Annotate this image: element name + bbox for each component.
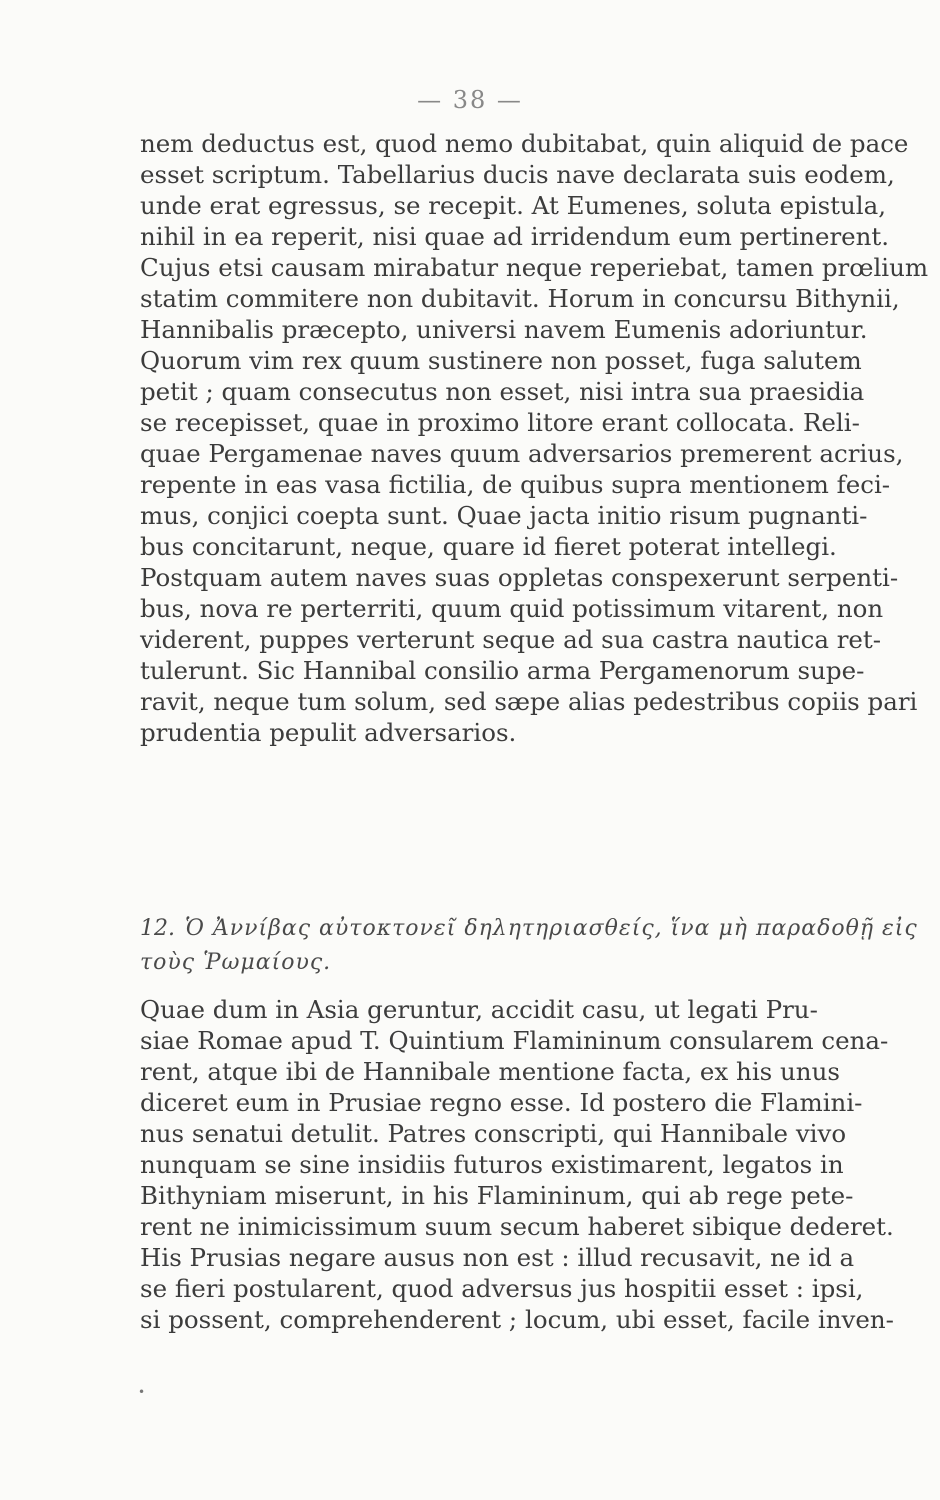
text-line: nem deductus est, quod nemo dubitabat, quin aliquid de pace [140, 129, 909, 158]
text-line: bus concitarunt, neque, quare id fieret poterat intellegi. [140, 532, 837, 561]
text-line: Cujus etsi causam mirabatur neque reperiebat, tamen prœlium [140, 253, 929, 282]
text-line: repente in eas vasa fictilia, de quibus supra mentionem feci- [140, 470, 891, 499]
text-line: Hannibalis præcepto, universi navem Eumenis adoriuntur. [140, 315, 868, 344]
text-line: se fieri postularent, quod adversus jus hospitii esset : ipsi, [140, 1274, 864, 1303]
text-line: rent ne inimicissimum suum secum haberet sibique dederet. [140, 1212, 894, 1241]
text-line: tulerunt. Sic Hannibal consilio arma Pergamenorum supe- [140, 656, 865, 685]
text-line: bus, nova re perterriti, quum quid potissimum vitarent, non [140, 594, 884, 623]
text-line: diceret eum in Prusiae regno esse. Id postero die Flamini- [140, 1088, 863, 1117]
text-line: ravit, neque tum solum, sed sæpe alias pedestribus copiis pari [140, 687, 918, 716]
text-line: se recepisset, quae in proximo litore erant collocata. Reli- [140, 408, 860, 437]
paragraph-1 [140, 128, 930, 748]
text-line: petit ; quam consecutus non esset, nisi intra sua praesidia [140, 377, 865, 406]
page-number: — 38 — [417, 86, 523, 114]
text-line: prudentia pepulit adversarios. [140, 718, 517, 747]
text-line: siae Romae apud T. Quintium Flamininum consularem cena- [140, 1026, 889, 1055]
text-line: nus senatui detulit. Patres conscripti, qui Hannibale vivo [140, 1119, 847, 1148]
text-line: esset scriptum. Tabellarius ducis nave declarata suis eodem, [140, 160, 895, 189]
text-line: Bithyniam miserunt, in his Flamininum, qui ab rege pete- [140, 1181, 854, 1210]
text-line: Quae dum in Asia geruntur, accidit casu, ut legati Pru- [140, 995, 818, 1024]
text-line: si possent, comprehenderent ; locum, ubi esset, facile inven- [140, 1305, 894, 1334]
text-line: viderent, puppes verterunt seque ad sua castra nautica ret- [140, 625, 882, 654]
text-line: nunquam se sine insidiis futuros existimarent, legatos in [140, 1150, 844, 1179]
text-line: Quorum vim rex quum sustinere non posset, fuga salutem [140, 346, 862, 375]
heading-greek-1: Ὁ Ἀννίβας αὐτοκτονεῖ δηλητηριασθείς, ἵνα μὴ παραδοθῇ εἰς [185, 916, 918, 941]
section-number: 12. [140, 916, 175, 941]
text-line: His Prusias negare ausus non est : illud recusavit, ne id a [140, 1243, 855, 1272]
margin-dot: • [138, 1385, 146, 1399]
text-line: nihil in ea reperit, nisi quae ad irridendum eum pertinerent. [140, 222, 890, 251]
heading-line-2: τοὺς Ῥωμαίους. [140, 950, 332, 975]
heading-line-1 [140, 912, 930, 946]
paragraph-2 [140, 994, 930, 1335]
text-line: mus, conjici coepta sunt. Quae jacta initio risum pugnanti- [140, 501, 868, 530]
text-line: Postquam autem naves suas oppletas conspexerunt serpenti- [140, 563, 899, 592]
text-line: quae Pergamenae naves quum adversarios premerent acrius, [140, 439, 904, 468]
text-line: rent, atque ibi de Hannibale mentione facta, ex his unus [140, 1057, 840, 1086]
section-heading [140, 912, 930, 980]
text-line: statim commitere non dubitavit. Horum in concursu Bithynii, [140, 284, 900, 313]
text-line: unde erat egressus, se recepit. At Eumenes, soluta epistula, [140, 191, 887, 220]
